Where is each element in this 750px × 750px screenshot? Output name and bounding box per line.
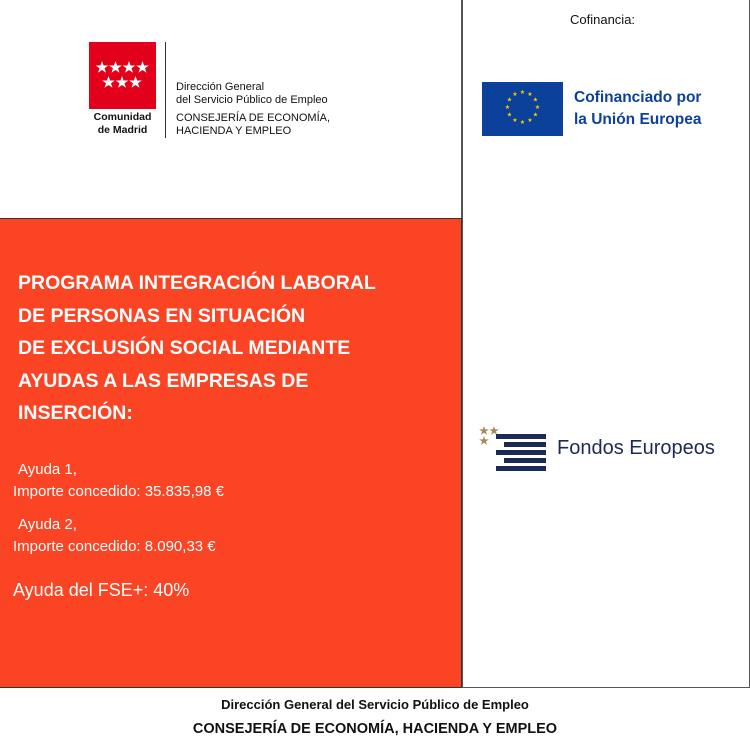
- madrid-name: [89, 111, 156, 137]
- svg-text:★: ★: [532, 96, 539, 104]
- cofinancia-label: Cofinancia:: [570, 12, 636, 27]
- svg-text:★: ★: [519, 89, 526, 96]
- madrid-name-line2: de Madrid: [97, 124, 148, 136]
- program-panel: [0, 218, 462, 688]
- svg-text:★: ★: [534, 104, 541, 111]
- fondos-europeos-text: Fondos Europeos: [557, 437, 715, 459]
- program-title-line: DE EXCLUSIÓN SOCIAL MEDIANTE: [18, 337, 351, 359]
- svg-text:★: ★: [506, 96, 513, 104]
- fse-percentage: Ayuda del FSE+: 40%: [13, 580, 190, 600]
- program-title-line: INSERCIÓN:: [18, 402, 133, 424]
- aid-2-name: Ayuda 2,: [18, 516, 77, 533]
- eu-flag-logo: [482, 82, 563, 136]
- aid-1-name: Ayuda 1,: [18, 461, 77, 478]
- svg-text:★: ★: [506, 111, 513, 119]
- svg-text:★: ★: [512, 117, 518, 124]
- fondos-europeos-icon: [476, 422, 552, 476]
- madrid-dept-line3: CONSEJERÍA DE ECONOMÍA,: [176, 112, 331, 124]
- madrid-dept-line2: del Servicio Público de Empleo: [176, 94, 328, 106]
- madrid-flag-logo: [89, 42, 156, 109]
- header-left-frame: [0, 0, 462, 218]
- program-title-line: AYUDAS A LAS EMPRESAS DE: [18, 369, 309, 392]
- eu-text-line2: la Unión Europea: [574, 111, 702, 128]
- svg-text:★: ★: [527, 117, 533, 124]
- madrid-dept-line1: Dirección General: [176, 81, 265, 93]
- footer-line2: CONSEJERÍA DE ECONOMÍA, HACIENDA Y EMPLEO: [192, 721, 558, 737]
- eu-text-line1: Cofinanciado por: [574, 89, 702, 106]
- madrid-divider: [165, 42, 166, 138]
- program-title: [18, 267, 448, 430]
- svg-text:★: ★: [512, 91, 518, 98]
- program-title-line: PROGRAMA INTEGRACIÓN LABORAL: [18, 272, 376, 294]
- madrid-name-line1: Comunidad: [93, 111, 152, 123]
- svg-text:★: ★: [532, 111, 539, 119]
- aid-2-amount: Importe concedido: 8.090,33 €: [13, 538, 216, 555]
- footer-line1: Dirección General del Servicio Público de Empleo: [221, 697, 529, 712]
- eu-cofinanced-text: [574, 87, 701, 131]
- madrid-dept-line4: HACIENDA Y EMPLEO: [176, 125, 292, 137]
- madrid-stars-icon: [89, 42, 156, 109]
- program-title-line: DE PERSONAS EN SITUACIÓN: [18, 304, 306, 327]
- svg-text:★: ★: [527, 91, 533, 98]
- svg-text:★: ★: [519, 119, 526, 126]
- svg-text:★: ★: [504, 104, 511, 111]
- eu-stars-icon: [482, 82, 563, 136]
- aid-1-amount: Importe concedido: 35.835,98 €: [13, 483, 224, 500]
